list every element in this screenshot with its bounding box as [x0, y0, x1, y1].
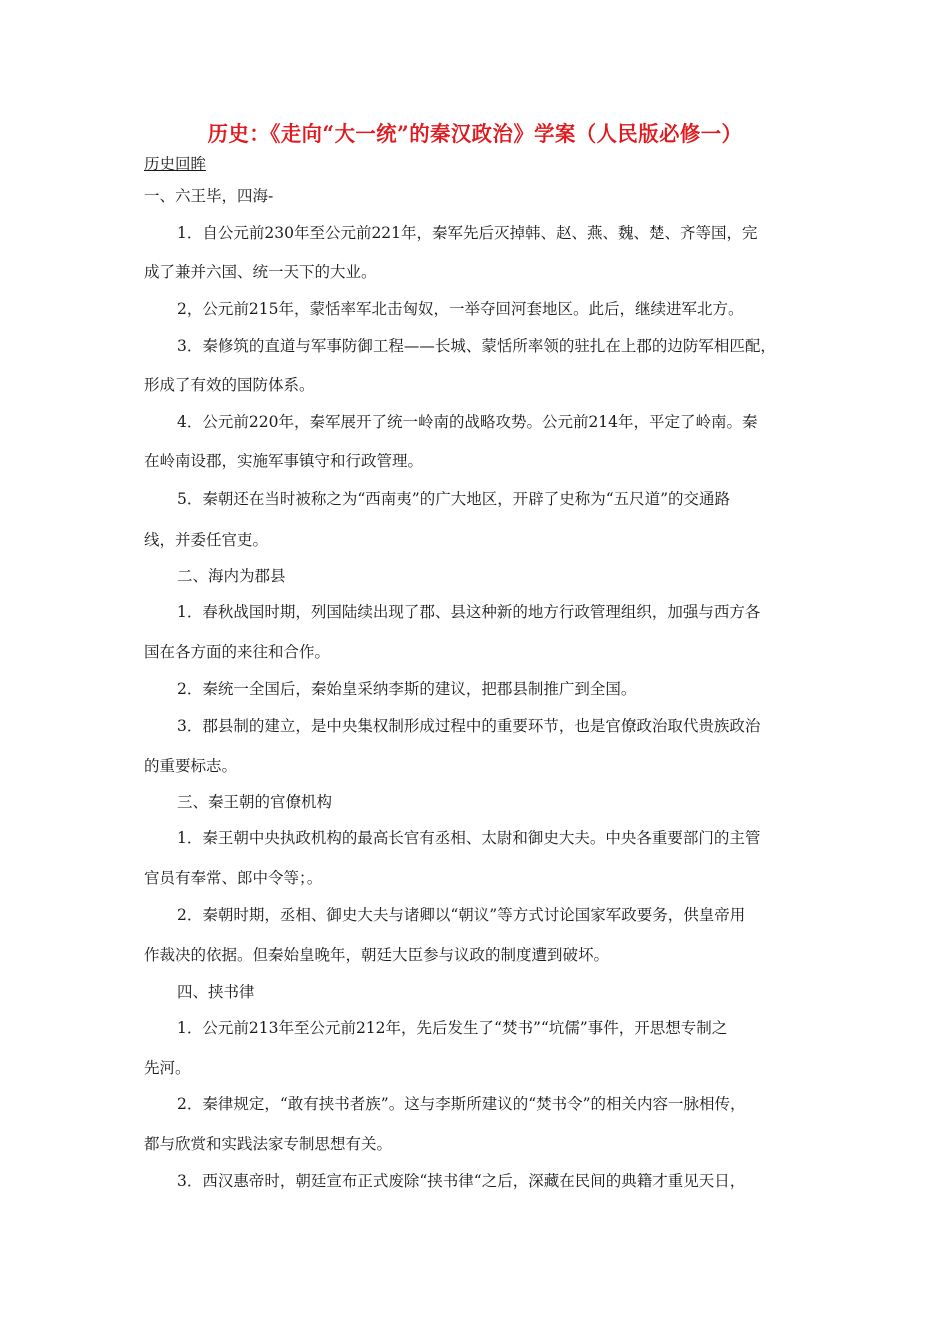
text-line: 1．春秋战国时期，列国陆续出现了郡、县这种新的地方行政管理组织，加强与西方各: [177, 603, 761, 621]
document-title: 历史：《走向“大一统”的秦汉政治》学案（人民版必修一）: [207, 121, 743, 146]
text-line: 线，并委任官吏。: [144, 531, 269, 549]
text-line: 作裁决的依据。但秦始皇晚年，朝廷大臣参与议政的制度遭到破坏。: [144, 946, 610, 964]
text-line: 一、六王毕，四海-: [144, 187, 274, 205]
text-line: 国在各方面的来往和合作。: [144, 643, 331, 661]
text-line: 四、挟书律: [177, 983, 255, 1001]
text-line: 形成了有效的国防体系。: [144, 376, 315, 394]
text-line: 都与欣赏和实践法家专制思想有关。: [144, 1135, 393, 1153]
text-line: 2．秦朝时期，丞相、御史大夫与诸卿以“朝议”等方式讨论国家军政要务，供皇帝用: [177, 906, 746, 924]
text-line: 官员有奉常、郎中令等；。: [144, 869, 323, 887]
text-line: 3．郡县制的建立，是中央集权制形成过程中的重要环节，也是官僚政治取代贵族政治: [177, 717, 761, 735]
text-line: 在岭南设郡，实施军事镇守和行政管理。: [144, 452, 424, 470]
text-line: 5．秦朝还在当时被称之为“西南夷”的广大地区，开辟了史称为“五尺道”的交通路: [177, 490, 731, 508]
text-line: 的重要标志。: [144, 757, 238, 775]
text-line: 3．秦修筑的直道与军事防御工程——长城、蒙恬所率领的驻扎在上郡的边防军相匹配，: [177, 337, 776, 355]
text-line: 二、海内为郡县: [177, 567, 286, 585]
section-subheading: 历史回眸: [144, 155, 207, 173]
text-line: 2，公元前215年，蒙恬率军北击匈奴，一举夺回河套地区。此后，继续进军北方。: [177, 300, 744, 318]
text-line: 3．西汉惠帝时，朝廷宣布正式废除“挟书律“之后，深藏在民间的典籍才重见天日，: [177, 1172, 746, 1190]
text-line: 2．秦律规定，“敢有挟书者族”。这与李斯所建议的“焚书令”的相关内容一脉相传，: [177, 1095, 746, 1113]
text-line: 2．秦统一全国后，秦始皇采纳李斯的建议，把郡县制推广到全国。: [177, 680, 637, 698]
text-line: 1．秦王朝中央执政机构的最高长官有丞相、太尉和御史大夫。中央各重要部门的主管: [177, 829, 761, 847]
text-line: 1．自公元前230年至公元前221年，秦军先后灭掉韩、赵、燕、魏、楚、齐等国，完: [177, 224, 758, 242]
text-line: 先河。: [144, 1059, 191, 1077]
text-line: 三、秦王朝的官僚机构: [177, 793, 333, 811]
text-line: 4．公元前220年，秦军展开了统一岭南的战略攻势。公元前214年，平定了岭南。秦: [177, 413, 758, 431]
text-line: 成了兼并六国、统一天下的大业。: [144, 263, 377, 281]
text-line: 1．公元前213年至公元前212年，先后发生了“焚书”“坑儒”事件，开思想专制之: [177, 1019, 728, 1037]
